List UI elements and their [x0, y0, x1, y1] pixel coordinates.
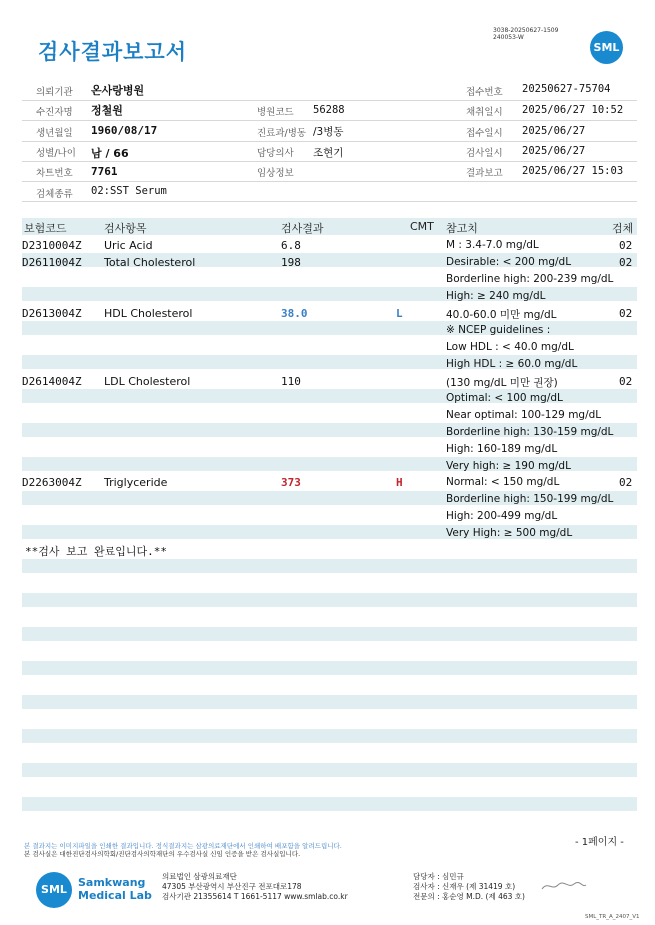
dob-value: 1960/08/17 [91, 124, 158, 137]
page-title: 검사결과보고서 [38, 40, 188, 64]
chart-no-label: 차트번호 [36, 168, 73, 179]
row-specimen: 02 [619, 476, 633, 489]
reference-line: Near optimal: 100-129 mg/dL [446, 409, 602, 421]
row-result: 198 [281, 256, 301, 269]
hospital-code-value: 56288 [313, 104, 345, 116]
chart-no-value: 7761 [91, 165, 118, 178]
reference-line: M : 3.4-7.0 mg/dL [446, 239, 539, 251]
organization-info [162, 872, 348, 902]
reference-line: Optimal: < 100 mg/dL [446, 392, 563, 404]
row-code: D2614004Z [22, 375, 82, 388]
col-header-cmt: CMT [410, 220, 434, 233]
row-item: HDL Cholesterol [104, 307, 193, 320]
row-code: D2613004Z [22, 307, 82, 320]
specialist: 전문의 : 홍순영 M.D. (제 463 호) [413, 892, 525, 901]
reference-line: Very High: ≥ 500 mg/dL [446, 527, 573, 539]
row-code: D2611004Z [22, 256, 82, 269]
report-label: 결과보고 [466, 168, 503, 179]
dept-label: 진료과/병동 [257, 128, 307, 139]
specimen-type-value: 02:SST Serum [91, 185, 167, 197]
row-band [22, 593, 637, 607]
reference-line: Low HDL : < 40.0 mg/dL [446, 341, 574, 353]
patient-value: 정철원 [91, 104, 123, 117]
row-item: LDL Cholesterol [104, 375, 191, 388]
reference-line: Normal: < 150 mg/dL [446, 476, 560, 488]
collection-value: 2025/06/27 10:52 [522, 104, 624, 116]
document-id-line2: 240053-W [493, 34, 524, 41]
sex-age-value: 남 / 66 [91, 147, 129, 160]
org-address: 47305 부산광역시 부산진구 전포대로178 [162, 882, 302, 891]
receipt-no-value: 20250627-75704 [522, 83, 611, 95]
row-band [22, 763, 637, 777]
reference-line: High: 160-189 mg/dL [446, 443, 558, 455]
reference-line: Borderline high: 130-159 mg/dL [446, 426, 614, 438]
manager: 담당자 : 심민규 [413, 872, 464, 881]
row-band [22, 627, 637, 641]
reference-line: Borderline high: 150-199 mg/dL [446, 493, 614, 505]
reference-line: High: ≥ 240 mg/dL [446, 290, 546, 302]
collection-label: 채취일시 [466, 107, 503, 118]
report-value: 2025/06/27 15:03 [522, 165, 624, 177]
reference-line: Borderline high: 200-239 mg/dL [446, 273, 614, 285]
examiner: 검사자 : 신재우 (제 31419 호) [413, 882, 516, 891]
patient-label: 수진자명 [36, 107, 73, 118]
form-code: SML_TR_A_2407_V1 [585, 914, 640, 920]
row-specimen: 02 [619, 307, 633, 320]
col-header-item: 검사항목 [104, 222, 147, 235]
row-specimen: 02 [619, 256, 633, 269]
brand-name [78, 876, 152, 902]
row-item: Triglyceride [104, 476, 168, 489]
brand-line1: Samkwang [78, 876, 146, 889]
sex-age-label: 성별/나이 [36, 148, 76, 159]
document-id-line1: 3038-20250627-1509 [493, 27, 559, 34]
row-band [22, 559, 637, 573]
row-flag-low: L [396, 307, 403, 320]
row-band [22, 695, 637, 709]
org-code: 검사기관 21355614 T 1661-5117 www.smlab.co.kr [162, 892, 348, 901]
brand-line2: Medical Lab [78, 889, 152, 902]
clinical-info-label: 임상정보 [257, 168, 294, 179]
sml-footer-logo-icon: SML [36, 872, 72, 908]
reference-line: 40.0-60.0 미만 mg/dL [446, 309, 557, 321]
org-name: 의료법인 삼광의료재단 [162, 872, 237, 881]
row-specimen: 02 [619, 239, 633, 252]
hospital-code-label: 병원코드 [257, 107, 294, 118]
reference-line: High: 200-499 mg/dL [446, 510, 558, 522]
row-band [22, 661, 637, 675]
col-header-reference: 참고치 [446, 222, 478, 235]
doctor-label: 담당의사 [257, 148, 294, 159]
staff-info [413, 872, 525, 902]
row-specimen: 02 [619, 375, 633, 388]
reception-label: 접수일시 [466, 128, 503, 139]
page-indicator: - 1페이지 - [575, 837, 624, 848]
col-header-specimen: 검체 [612, 222, 634, 235]
certification-notice: 본 검사실은 대한진단검사의학회/진단검사의학재단의 우수검사실 신임 인증을 받은 검사실입니다. [24, 850, 301, 858]
row-result-low: 38.0 [281, 307, 308, 320]
row-code: D2310004Z [22, 239, 82, 252]
reference-line: High HDL : ≥ 60.0 mg/dL [446, 358, 578, 370]
row-code: D2263004Z [22, 476, 82, 489]
doctor-value: 조현기 [313, 147, 344, 159]
print-notice: 본 결과지는 이미지파일을 인쇄한 결과입니다. 정식결과지는 삼광의료재단에서 인쇄하여 배포함을 알려드립니다. [24, 842, 342, 850]
row-band [22, 729, 637, 743]
test-date-label: 검사일시 [466, 148, 503, 159]
document-id [493, 27, 558, 41]
receipt-no-label: 접수번호 [466, 87, 503, 98]
reference-line: ※ NCEP guidelines : [446, 324, 551, 336]
row-result: 6.8 [281, 239, 301, 252]
test-date-value: 2025/06/27 [522, 145, 586, 157]
reference-line: Very high: ≥ 190 mg/dL [446, 460, 571, 472]
dob-label: 생년월일 [36, 128, 73, 139]
row-item: Total Cholesterol [104, 256, 196, 269]
col-header-result: 검사결과 [281, 222, 324, 235]
specimen-type-label: 검체종류 [36, 189, 73, 200]
completion-note: **검사 보고 완료입니다.** [25, 545, 167, 558]
reference-line: Desirable: < 200 mg/dL [446, 256, 572, 268]
row-band [22, 797, 637, 811]
sml-logo-icon: SML [590, 31, 623, 64]
reference-line: (130 mg/dL 미만 권장) [446, 377, 558, 389]
signature-icon [540, 879, 588, 893]
row-result: 110 [281, 375, 301, 388]
row-result-high: 373 [281, 476, 301, 489]
row-item: Uric Acid [104, 239, 153, 252]
col-header-code: 보험코드 [24, 222, 67, 235]
reception-value: 2025/06/27 [522, 125, 586, 137]
dept-value: /3병동 [313, 126, 344, 138]
institution-label: 의뢰기관 [36, 87, 73, 98]
row-flag-high: H [396, 476, 403, 489]
institution-value: 온사랑병원 [91, 84, 145, 97]
